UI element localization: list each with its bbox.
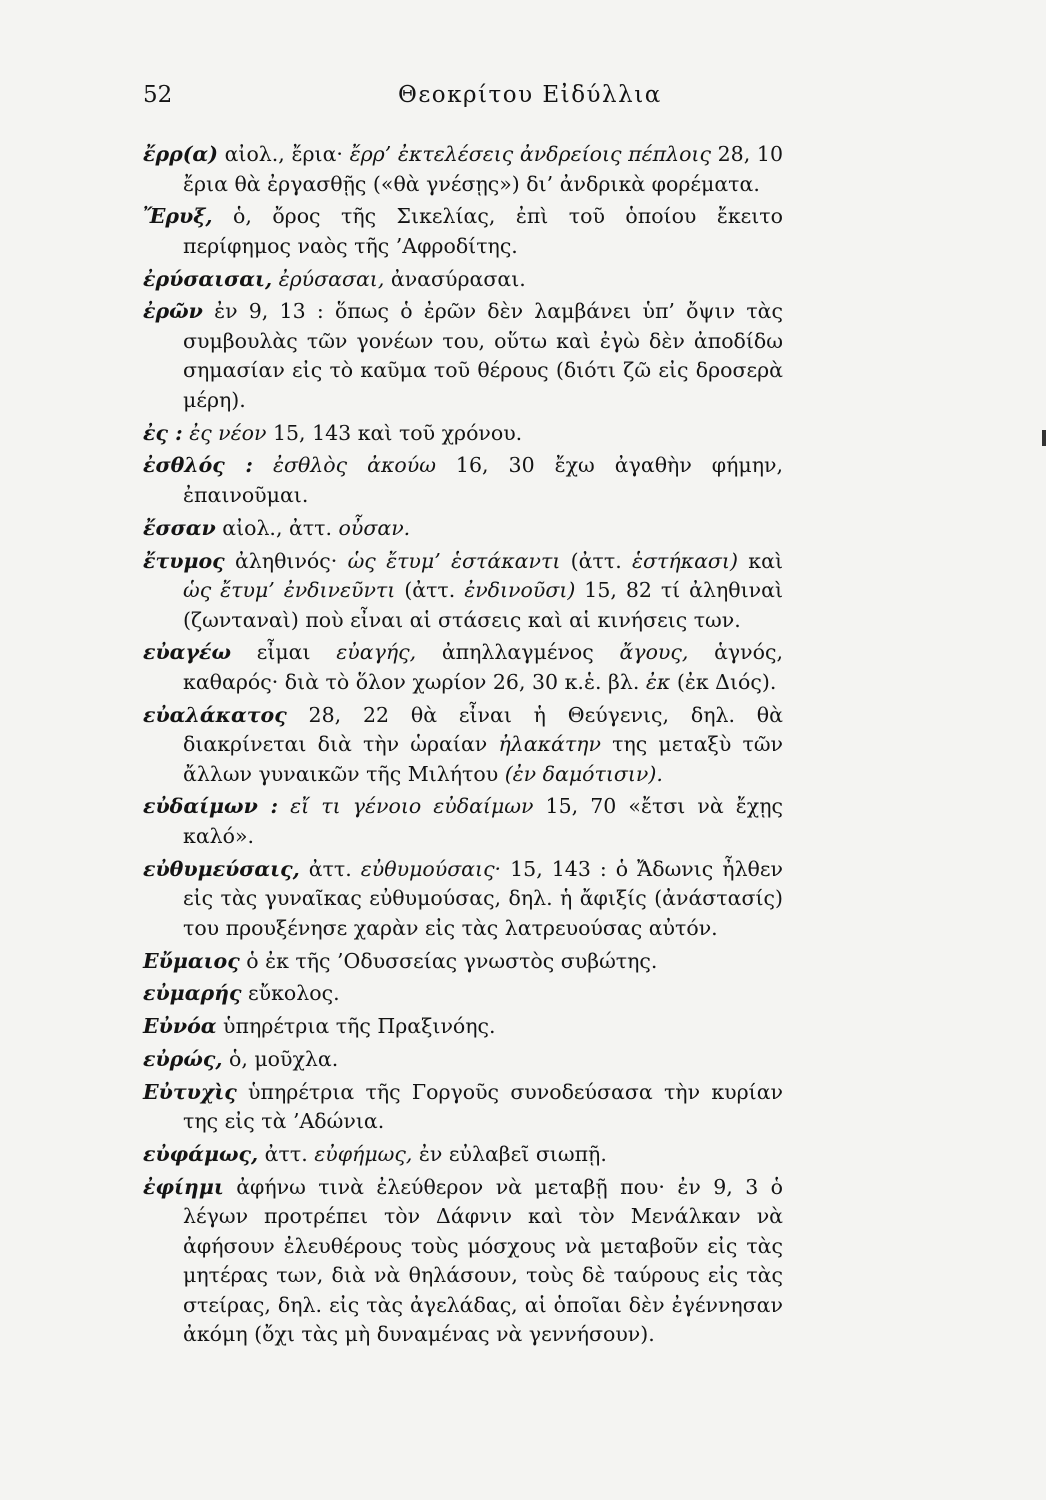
entry-headword: εὐαγέω (143, 640, 231, 665)
entry-quotation: εἴ τι γένοιο εὐδαίμων (290, 794, 534, 819)
entry-text: ὑπηρέτρια τῆς Πραξινόης. (216, 1014, 496, 1039)
entry-headword: Ἔρυξ, (143, 204, 213, 229)
entry-quotation: εὐαγής, (336, 640, 417, 665)
lexicon-entry (143, 947, 783, 977)
entry-headword: εὐθυμεύσαις, (143, 856, 300, 881)
entry-text: εἶμαι (230, 640, 337, 665)
entry-quotation: ὡς ἔτυμ’ ἐνδινεῦντι (183, 578, 396, 603)
lexicon-entry (143, 202, 783, 261)
entry-text: 15, 143 : ὁ Ἄδωνις ἦλθεν εἰς τὰς γυναῖκας εὐθυμούσας, δηλ. ἡ ἄφιξίς (ἀνάστασίς) του προυξένησε χαρὰν εἰς τὰς λατρευούσας αὐτόν. (183, 856, 783, 940)
entry-headword: εὐμαρής (143, 981, 242, 1006)
entry-quotation: (ἐν δαμότισιν). (504, 761, 663, 786)
entry-text: ἁγνός, καθαρός· διὰ τὸ ὅλον χωρίον 26, 30 κ.ἑ. βλ. (183, 640, 783, 694)
lexicon-entry (143, 1012, 783, 1042)
lexicon-entry (143, 792, 783, 851)
entry-headword: ἐσθλός : (143, 453, 253, 478)
entry-text (253, 453, 273, 477)
entry-headword: ἔτυμος (143, 548, 225, 573)
entry-headword: Εὐτυχὶς (143, 1079, 237, 1104)
entry-headword: ἐς : (143, 420, 183, 445)
lexicon-entry (143, 1078, 783, 1137)
entry-text: (ἐκ Διός). (670, 669, 777, 694)
entry-quotation: ἐνδινοῦσι) (464, 578, 576, 603)
entry-text: ἀττ. (258, 1142, 315, 1167)
entry-text: 28, 10 ἔρια θὰ ἐργασθῇς («θὰ γνέσῃς») δι’ ἀνδρικὰ φορέματα. (183, 142, 783, 196)
entry-quotation: ὡς ἔτυμ’ ἑστάκαντι (347, 548, 561, 573)
entry-text: ὑπηρέτρια τῆς Γοργοῦς συνοδεύσασα τὴν κυρίαν της εἰς τὰ ’Αδώνια. (183, 1079, 783, 1134)
entry-quotation: οὖσαν. (338, 515, 411, 540)
entry-quotation: ἠλακάτην (498, 732, 601, 757)
entry-headword: εὐαλάκατος (143, 702, 287, 727)
entry-quotation: ἑστήκασι) (632, 548, 738, 573)
entry-text: 28, 22 θὰ εἶναι ἡ Θεύγενις, δηλ. θὰ διακρίνεται διὰ τὴν ὡραίαν (183, 702, 783, 757)
entry-text: καὶ (737, 548, 783, 573)
running-title: Θεοκρίτου Εἰδύλλια (398, 82, 662, 108)
lexicon-entry (143, 265, 783, 295)
entry-text: ὁ ἐκ τῆς ’Οδυσσείας γνωστὸς συβώτης. (239, 948, 658, 973)
entry-quotation: εὐφήμως, (314, 1142, 413, 1167)
entry-text: ἀφήνω τινὰ ἐλεύθερον νὰ μεταβῇ που· ἐν 9, 3 ὁ λέγων προτρέπει τὸν Δάφνιν καὶ τὸν Μενάλκαν νὰ ἀφήσουν ἐλευθέρους τοὺς μόσχους νὰ μεταβοῦν εἰς τὰς μητέρας των, διὰ νὰ θηλάσουν, τοὺς δὲ ταύρους εἰς τὰς στείρας, δηλ. εἰς τὰς ἀγελάδας, αἱ ὁποῖαι δὲν ἐγέννησαν ἀκόμη (ὄχι τὰς μὴ δυναμένας νὰ γεννήσουν). (183, 1174, 783, 1347)
entry-quotation: ἐς νέον (189, 420, 267, 445)
entry-headword: Εὐνόα (143, 1014, 217, 1039)
page-header (143, 82, 763, 122)
lexicon-entry (143, 979, 783, 1009)
entry-headword: ἔσσαν (143, 515, 216, 540)
entry-quotation: ἐκ (645, 669, 671, 694)
entry-text: ἀνασύρασαι. (384, 266, 526, 291)
entry-text: ἀληθινός· (224, 548, 348, 573)
entry-text: 15, 143 καὶ τοῦ χρόνου. (266, 420, 523, 445)
entry-quotation: εὐθυμούσαις· (360, 856, 502, 881)
entry-text: ἐν 9, 13 : ὅπως ὁ ἐρῶν δὲν λαμβάνει ὑπ’ ὄψιν τὰς συμβουλὰς τῶν γονέων του, οὕτω καὶ ἐγὼ δὲν ἀποδίδω σημασίαν εἰς τὸ καῦμα τοῦ θέρους (διότι ζῶ εἰς δροσερὰ μέρη). (183, 299, 783, 412)
entry-text: ὁ, ὄρος τῆς Σικελίας, ἐπὶ τοῦ ὁποίου ἔκειτο περίφημος ναὸς τῆς ’Αφροδίτης. (183, 204, 783, 258)
entry-quotation: ἐσθλὸς ἀκούω (272, 453, 436, 478)
entry-text: αἰολ., ἔρια· (217, 142, 350, 166)
lexicon-entry (143, 701, 783, 790)
entry-quotation: ἔρρ’ ἐκτελέσεις ἀνδρείοις πέπλοις (349, 142, 711, 166)
entry-text: ἀττ. (299, 856, 361, 881)
entry-quotation: ἄγους, (619, 640, 689, 665)
lexicon-entry (143, 451, 783, 510)
lexicon-entry (143, 140, 783, 199)
lexicon-entry (143, 638, 783, 697)
entry-text: αἰολ., ἀττ. (215, 515, 339, 540)
entry-text: 15, 70 «ἔτσι νὰ ἔχῃς καλό». (183, 794, 783, 848)
lexicon-entry (143, 1173, 783, 1350)
entry-text: 16, 30 ἔχω ἀγαθὴν φήμην, ἐπαινοῦμαι. (183, 453, 783, 507)
entry-text: (ἀττ. (395, 578, 465, 603)
lexicon-entry (143, 297, 783, 415)
lexicon-entries (143, 140, 783, 1353)
entry-headword: ἐφίημι (143, 1174, 224, 1199)
scan-mark (1042, 430, 1046, 446)
entry-text: ἀπηλλαγμένος (416, 640, 620, 665)
entry-headword: ἐρύσαισαι, (143, 266, 273, 291)
entry-headword: εὐρώς, (143, 1046, 223, 1071)
entry-text: εὔκολος. (241, 981, 340, 1006)
entry-text: ὁ, μοῦχλα. (222, 1046, 339, 1071)
entry-headword: ἔρρ(α) (143, 142, 218, 166)
entry-headword: εὐδαίμων : (143, 794, 279, 819)
lexicon-entry (143, 1140, 783, 1170)
lexicon-entry (143, 547, 783, 636)
lexicon-entry (143, 855, 783, 944)
page-number: 52 (143, 82, 173, 108)
entry-headword: ἐρῶν (143, 299, 203, 324)
entry-quotation: ἐρύσασαι, (278, 266, 385, 291)
entry-text: (ἀττ. (560, 548, 633, 573)
lexicon-entry (143, 419, 783, 449)
lexicon-entry (143, 514, 783, 544)
lexicon-entry (143, 1045, 783, 1075)
entry-headword: εὐφάμως, (143, 1142, 259, 1167)
entry-text: της μεταξὺ τῶν ἄλλων γυναικῶν τῆς Μιλήτου (183, 732, 783, 786)
entry-text (278, 794, 290, 818)
entry-text: 15, 82 τί ἀληθιναὶ (ζωνταναὶ) ποὺ εἶναι αἱ στάσεις καὶ αἱ κινήσεις των. (183, 578, 783, 632)
entry-headword: Εὔμαιος (143, 948, 240, 973)
entry-text: ἐν εὐλαβεῖ σιωπῇ. (412, 1142, 607, 1167)
